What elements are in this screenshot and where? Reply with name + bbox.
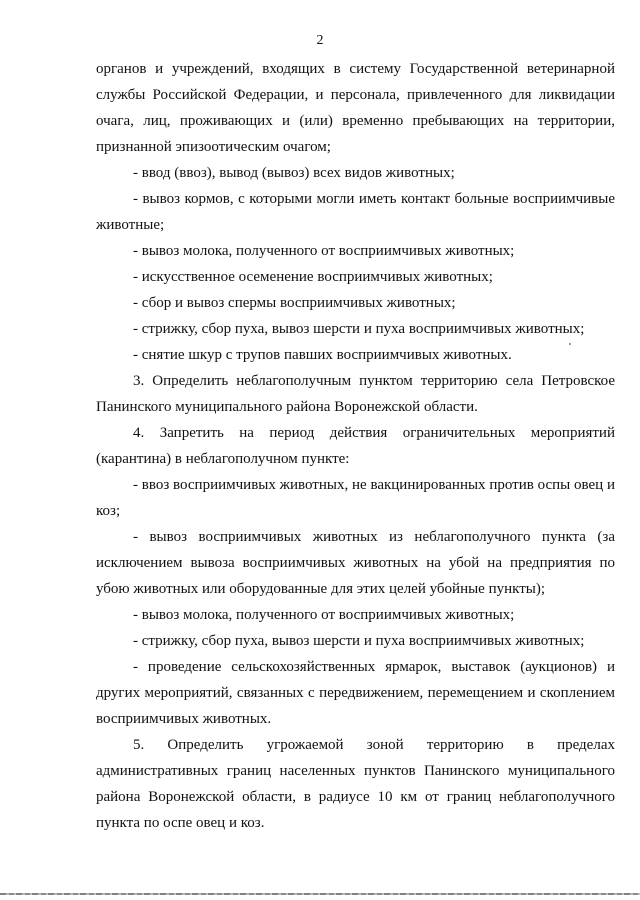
page-number: 2 [316,33,324,48]
list-item: - искусственное осеменение восприимчивых животных; [133,269,493,285]
numbered-clause-4: 4. Запретить на период действия ограничительных мероприятий (карантина) в неблагополучном пункте: [96,425,615,467]
list-item: - вывоз кормов, с которыми могли иметь контакт больные восприимчивые животные; [96,191,615,233]
paragraph-continuation: органов и учреждений, входящих в систему Государственной ветеринарной службы Российской Федерации, и персонала, привлеченного для ликвидации очага, лиц, проживающих и (или) временно пребывающих на территории, признанной эпизоотическим очагом; [96,61,615,155]
scan-speck [569,343,571,345]
scan-edge [0,893,640,895]
numbered-clause-3: 3. Определить неблагополучным пунктом территорию села Петровское Панинского муниципального района Воронежской области. [96,373,615,415]
list-item: - стрижку, сбор пуха, вывоз шерсти и пуха восприимчивых животных; [133,321,585,337]
list-item: - вывоз восприимчивых животных из неблагополучного пункта (за исключением вывоза восприимчивых животных на убой на предприятия по убою животных или оборудованные для этих целей убойные пункты); [96,529,615,597]
list-item: - сбор и вывоз спермы восприимчивых животных; [133,295,456,311]
list-item: - вывоз молока, полученного от восприимчивых животных; [133,607,515,623]
list-item: - снятие шкур с трупов павших восприимчивых животных. [133,347,512,363]
list-item: - проведение сельскохозяйственных ярмарок, выставок (аукционов) и других мероприятий, связанных с передвижением, перемещением и скоплением восприимчивых животных. [96,659,615,727]
list-item: - ввоз восприимчивых животных, не вакцинированных против оспы овец и коз; [96,477,615,519]
document-body [96,56,615,836]
numbered-clause-5: 5. Определить угрожаемой зоной территорию в пределах административных границ населенных пунктов Панинского муниципального района Воронежской области, в радиусе 10 км от границ неблагополучного пункта по оспе овец и коз. [96,737,615,831]
list-item: - стрижку, сбор пуха, вывоз шерсти и пуха восприимчивых животных; [133,633,585,649]
list-item: - вывоз молока, полученного от восприимчивых животных; [133,243,515,259]
list-item: - ввод (ввоз), вывод (вывоз) всех видов животных; [133,165,455,181]
